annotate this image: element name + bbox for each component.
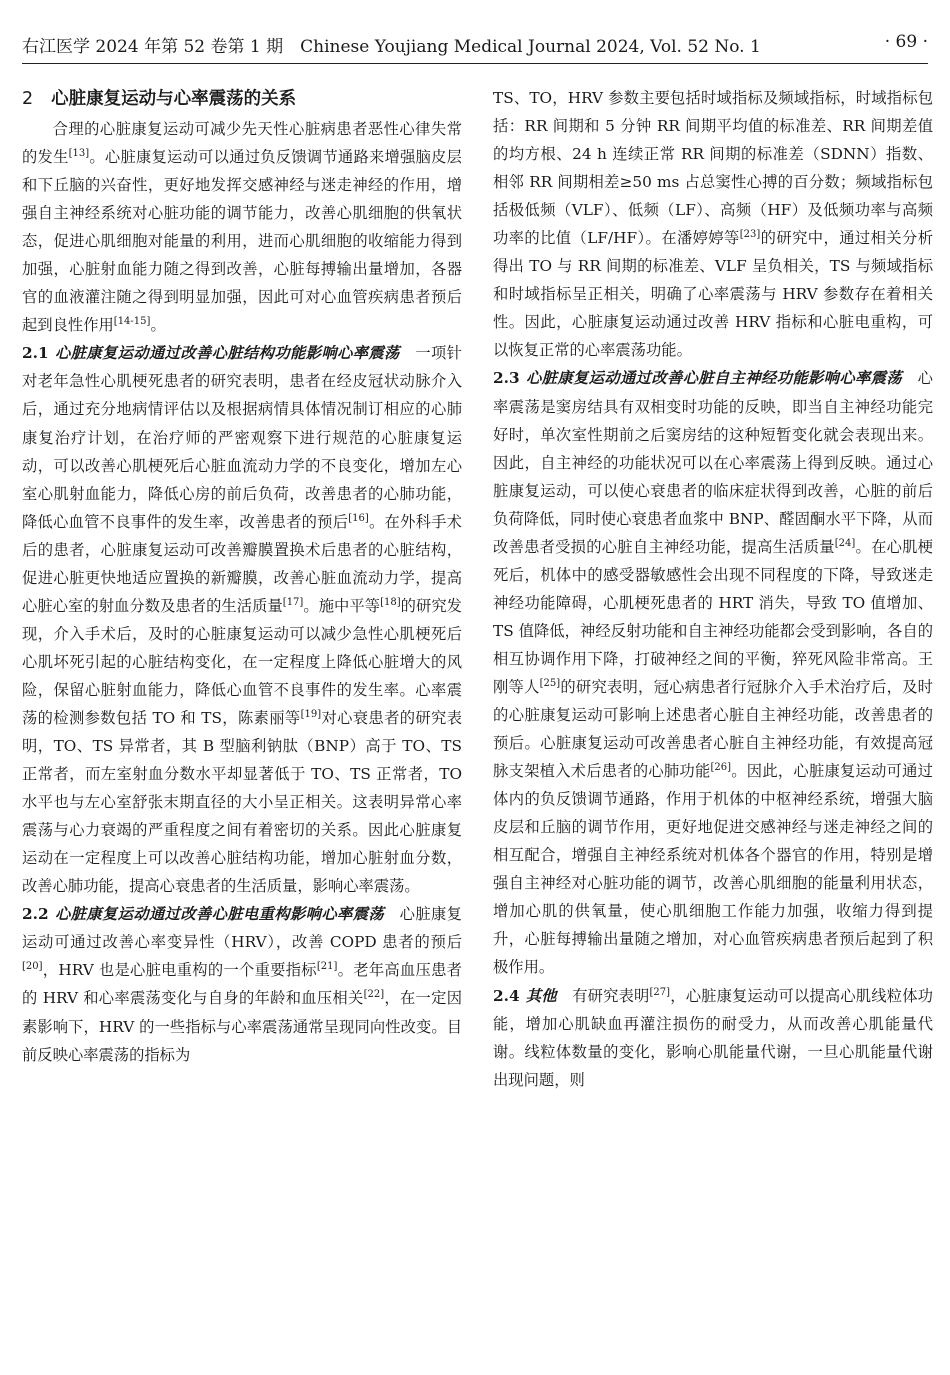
right-column <box>493 84 933 1094</box>
text: TS、TO，HRV 参数主要包括时域指标及频域指标，时域指标包括：RR 间期和 5 分钟 RR 间期平均值的标准差、RR 间期差值的均方根、24 h 连续正常 RR 间期的标准差（SDNN）指数、相邻 RR 间期相差≥50 ms 占总窦性心搏的百分数；频域指标包括极低频（VLF）、低频（LF）、高频（HF）及低频功率与高频功率的比值（LF/HF）。在潘婷婷等 <box>493 89 933 248</box>
citation: [17] <box>282 596 304 608</box>
subsection-title: 心脏康复运动通过改善心脏结构功能影响心率震荡 <box>54 344 400 363</box>
text: 对心衰患者的研究表明，TO、TS 异常者，其 B 型脑利钠肽（BNP）高于 TO、TS 正常者，而左室射血分数水平却显著低于 TO、TS 正常者，TO 水平也与左心室舒张末期直径的大小呈正相关。这表明异常心率震荡与心力衰竭的严重程度之间有着密切的关系。因此心脏康复运动在一定程度上可以改善心脏结构功能，增加心脏射血分数，改善心肺功能，提高心衰患者的生活质量，影响心率震荡。 <box>22 708 462 896</box>
text: 。在心肌梗死后，机体中的感受器敏感性会出现不同程度的下降，导致迷走神经功能障碍，心肌梗死患者的 HRT 消失，导致 TO 值增加、TS 值降低，神经反射功能和自主神经功能都会受到影响，各自的相互协调作用下降，打破神经之间的平衡，猝死风险非常高。王刚等人 <box>493 537 933 696</box>
subsection-2-1 <box>22 339 462 900</box>
left-column <box>22 84 462 1069</box>
subsection-number: 2.1 <box>22 344 49 363</box>
citation: [23] <box>739 229 761 241</box>
citation: [13] <box>68 148 90 160</box>
text: 。老年高血压患者的 HRV 和心率震荡变化与自身的年龄和血压相关 <box>22 961 462 1008</box>
text: 。因此，心脏康复运动可通过体内的负反馈调节通路，作用于机体的中枢神经系统，增强大脑皮层和丘脑的调节作用，更好地促进交感神经与迷走神经之间的相互配合，增强自主神经系统对机体各个器官的作用，特别是增强自主神经对心脏功能的调节，改善心肌细胞的能量利用状态，增加心肌的供氧量，使心肌细胞工作能力加强，收缩力得到提升，心脏每搏输出量随之增加，对心血管疾病患者预后起到了积极作用。 <box>493 762 933 977</box>
text: ，心脏康复运动可以提高心肌线粒体功能，增加心肌缺血再灌注损伤的耐受力，从而改善心肌能量代谢。线粒体数量的变化，影响心肌能量代谢，一旦心肌能量代谢出现问题，则 <box>493 986 933 1089</box>
citation: [18] <box>380 596 401 608</box>
text: 。心脏康复运动可以通过负反馈调节通路来增强脑皮层和下丘脑的兴奋性，更好地发挥交感神经与迷走神经的作用，增强自主神经系统对心脏功能的调节能力，改善心肌细胞的供氧状态，促进心肌细胞对能量的利用，进而心肌细胞的收缩能力得到加强，心脏射血能力随之得到改善，心脏每搏输出量增加，各器官的血液灌注随之得到明显加强，因此可对心血管疾病患者预后起到良性作用 <box>22 148 462 335</box>
citation: [20] <box>22 961 43 973</box>
subsection-number: 2.2 <box>22 905 49 924</box>
citation: [19] <box>300 708 322 720</box>
text: ，在一定因素影响下，HRV 的一些指标与心率震荡通常呈现同向性改变。目前反映心率震荡的指标为 <box>22 989 462 1064</box>
subsection-2-4 <box>493 982 933 1094</box>
citation: [27] <box>649 986 671 998</box>
subsection-title: 心脏康复运动通过改善心脏电重构影响心率震荡 <box>54 905 384 924</box>
running-header <box>22 32 928 64</box>
citation: [14-15] <box>113 316 151 328</box>
section-title: 心脏康复运动与心率震荡的关系 <box>51 89 297 109</box>
subsection-title: 心脏康复运动通过改善心脏自主神经功能影响心率震荡 <box>525 369 902 388</box>
text: 。施中平等 <box>303 596 381 615</box>
subsection-2-2-continued <box>493 84 933 364</box>
citation: [26] <box>710 762 732 774</box>
text: 。 <box>150 316 166 335</box>
page-number: · 69 · <box>884 32 928 52</box>
text: 合理的心脏康复运动可减少先天性心脏病患者恶性心律失常的发生 <box>22 120 462 167</box>
citation: [25] <box>539 677 561 689</box>
subsection-number: 2.4 <box>493 986 520 1005</box>
text: 一项针对老年急性心肌梗死患者的研究表明，患者在经皮冠状动脉介入后，通过充分地病情评估以及根据病情具体情况制订相应的心肺康复治疗计划，在治疗师的严密观察下进行规范的心脏康复运动，可以改善心肌梗死后心脏血流动力学的不良变化，增加左心室心肌射血能力，降低心房的前后负荷，改善患者的心肺功能，降低心血管不良事件的发生率，改善患者的预后 <box>22 344 462 531</box>
text: 有研究表明 <box>572 986 650 1005</box>
text: 的研究中，通过相关分析得出 TO 与 RR 间期的标准差、VLF 呈负相关，TS 与频域指标和时域指标呈正相关，明确了心率震荡与 HRV 参数存在着相关性。因此，心脏康复运动通过改善 HRV 指标和心脏电重构，可以恢复正常的心率震荡功能。 <box>493 229 933 360</box>
subsection-2-2 <box>22 900 462 1068</box>
subsection-2-3 <box>493 364 933 981</box>
text: ，HRV 也是心脏电重构的一个重要指标 <box>42 961 317 980</box>
text: 的研究表明，冠心病患者行冠脉介入手术治疗后，及时的心脏康复运动可影响上述患者心脏自主神经功能，改善患者的预后。心脏康复运动可改善患者心脏自主神经功能，有效提高冠脉支架植入术后患者的心肺功能 <box>493 677 933 781</box>
subsection-title: 其他 <box>525 986 557 1005</box>
text: 心脏康复运动可通过改善心率变异性（HRV），改善 COPD 患者的预后 <box>22 905 462 952</box>
journal-info: 右江医学 2024 年第 52 卷第 1 期 Chinese Youjiang Medical Journal 2024, Vol. 52 No. 1 <box>22 37 761 57</box>
text: 。在外科手术后的患者，心脏康复运动可改善瓣膜置换术后患者的心脏结构，促进心脏更快地适应置换的新瓣膜，改善心脏血流动力学，提高心脏心室的射血分数及患者的生活质量 <box>22 512 462 615</box>
intro-paragraph <box>22 115 462 339</box>
text: 的研究发现，介入手术后，及时的心脏康复运动可以减少急性心肌梗死后心肌坏死引起的心脏结构变化，在一定程度上降低心脏增大的风险，保留心脏射血能力，降低心血管不良事件的发生率。心率震荡的检测参数包括 TO 和 TS，陈素丽等 <box>22 596 462 727</box>
subsection-number: 2.3 <box>493 369 520 388</box>
citation: [21] <box>316 961 338 973</box>
citation: [16] <box>348 512 369 524</box>
citation: [24] <box>834 537 856 549</box>
citation: [22] <box>363 989 385 1001</box>
section-number: 2 <box>22 89 34 109</box>
text: 心率震荡是窦房结具有双相变时功能的反映，即当自主神经功能完好时，单次室性期前之后窦房结的这种短暂变化就会表现出来。因此，自主神经的功能状况可以在心率震荡上得到反映。通过心脏康复运动，可以使心衰患者的临床症状得到改善，心脏的前后负荷降低，同时使心衰患者血浆中 BNP、醛固酮水平下降，从而改善患者受损的心脏自主神经功能，提高生活质量 <box>493 369 933 556</box>
section-heading <box>22 84 462 114</box>
